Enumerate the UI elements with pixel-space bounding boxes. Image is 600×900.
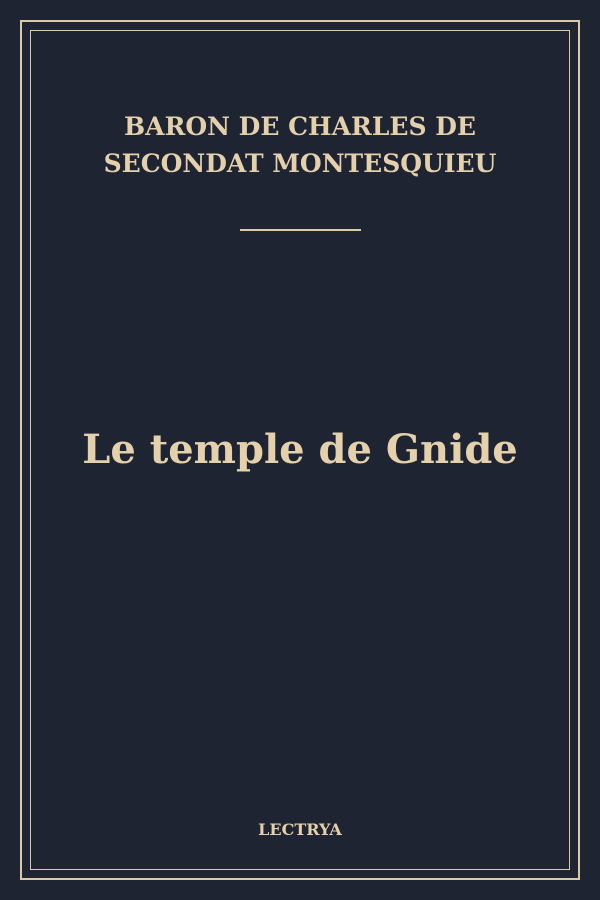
author-line-1: BARON DE CHARLES DE — [124, 112, 476, 141]
author-name — [60, 108, 540, 182]
author-line-2: SECONDAT MONTESQUIEU — [103, 149, 497, 178]
divider-rule — [240, 229, 361, 231]
book-title: Le temple de Gnide — [82, 426, 518, 473]
publisher-name: LECTRYA — [258, 820, 342, 839]
